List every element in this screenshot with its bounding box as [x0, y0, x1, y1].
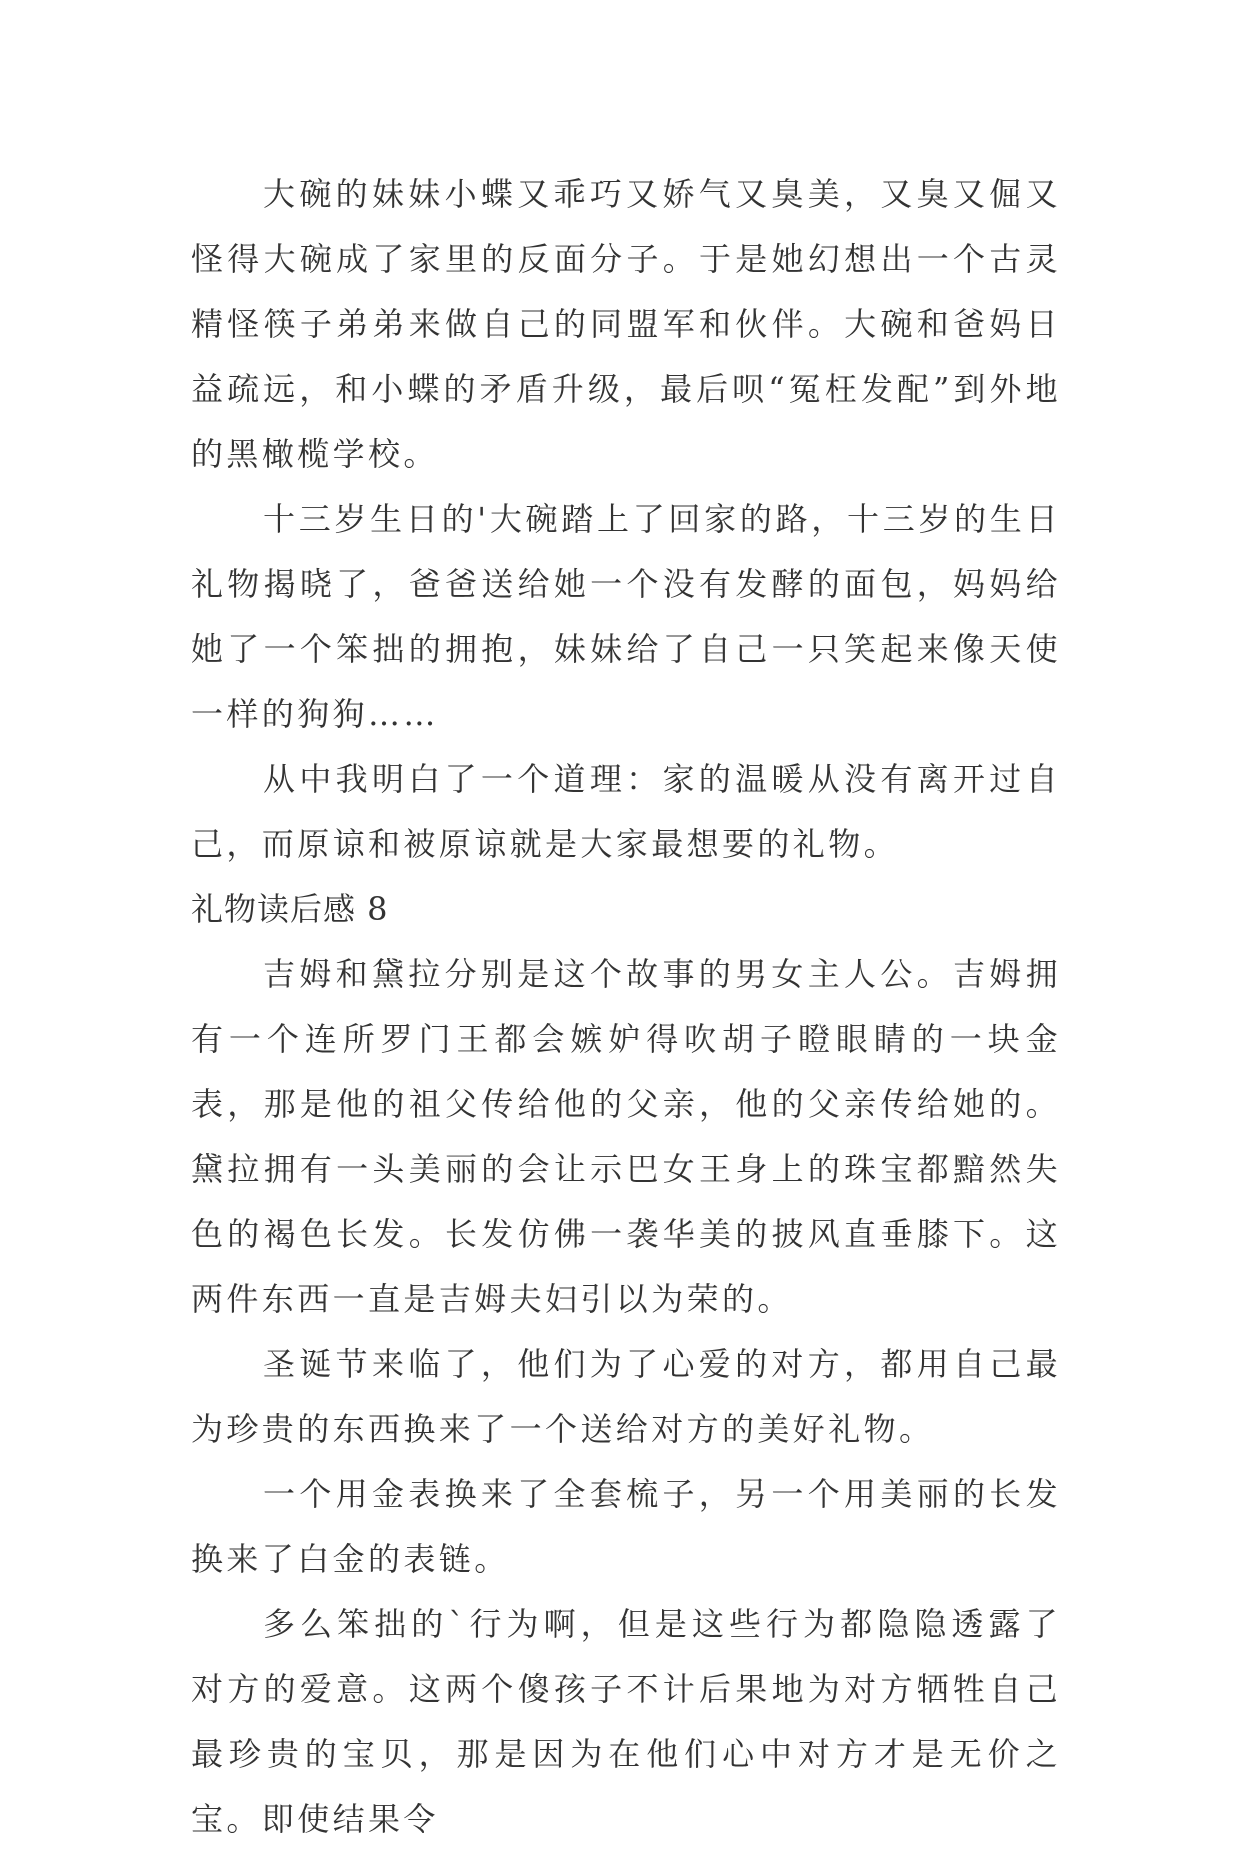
section-heading: 礼物读后感 8 [191, 890, 389, 928]
paragraph-birthday: 十三岁生日的'大碗踏上了回家的路，十三岁的生日礼物揭晓了，爸爸送给她一个没有发酵的面包，妈妈给她了一个笨拙的拥抱，妹妹给了自己一只笑起来像天使一样的狗狗…… [191, 500, 1061, 733]
paragraph-clumsy-acts: 多么笨拙的`行为啊，但是这些行为都隐隐透露了对方的爱意。这两个傻孩子不计后果地为对方牺牲自己最珍贵的宝贝，那是因为在他们心中对方才是无价之宝。即使结果令 [191, 1605, 1061, 1838]
document-body [191, 162, 1061, 1852]
paragraph-christmas: 圣诞节来临了，他们为了心爱的对方，都用自己最为珍贵的东西换来了一个送给对方的美好礼物。 [191, 1345, 1061, 1448]
paragraph-lesson: 从中我明白了一个道理：家的温暖从没有离开过自己，而原谅和被原谅就是大家最想要的礼物。 [191, 760, 1061, 863]
paragraph-intro-sister: 大碗的妹妹小蝶又乖巧又娇气又臭美，又臭又倔又怪得大碗成了家里的反面分子。于是她幻想出一个古灵精怪筷子弟弟来做自己的同盟军和伙伴。大碗和爸妈日益疏远，和小蝶的矛盾升级，最后呗“冤枉发配”到外地的黑橄榄学校。 [191, 175, 1061, 473]
paragraph-exchange: 一个用金表换来了全套梳子，另一个用美丽的长发换来了白金的表链。 [191, 1475, 1061, 1578]
paragraph-jim-della: 吉姆和黛拉分别是这个故事的男女主人公。吉姆拥有一个连所罗门王都会嫉妒得吹胡子瞪眼睛的一块金表，那是他的祖父传给他的父亲，他的父亲传给她的。黛拉拥有一头美丽的会让示巴女王身上的珠宝都黯然失色的褐色长发。长发仿佛一袭华美的披风直垂膝下。这两件东西一直是吉姆夫妇引以为荣的。 [191, 955, 1061, 1318]
